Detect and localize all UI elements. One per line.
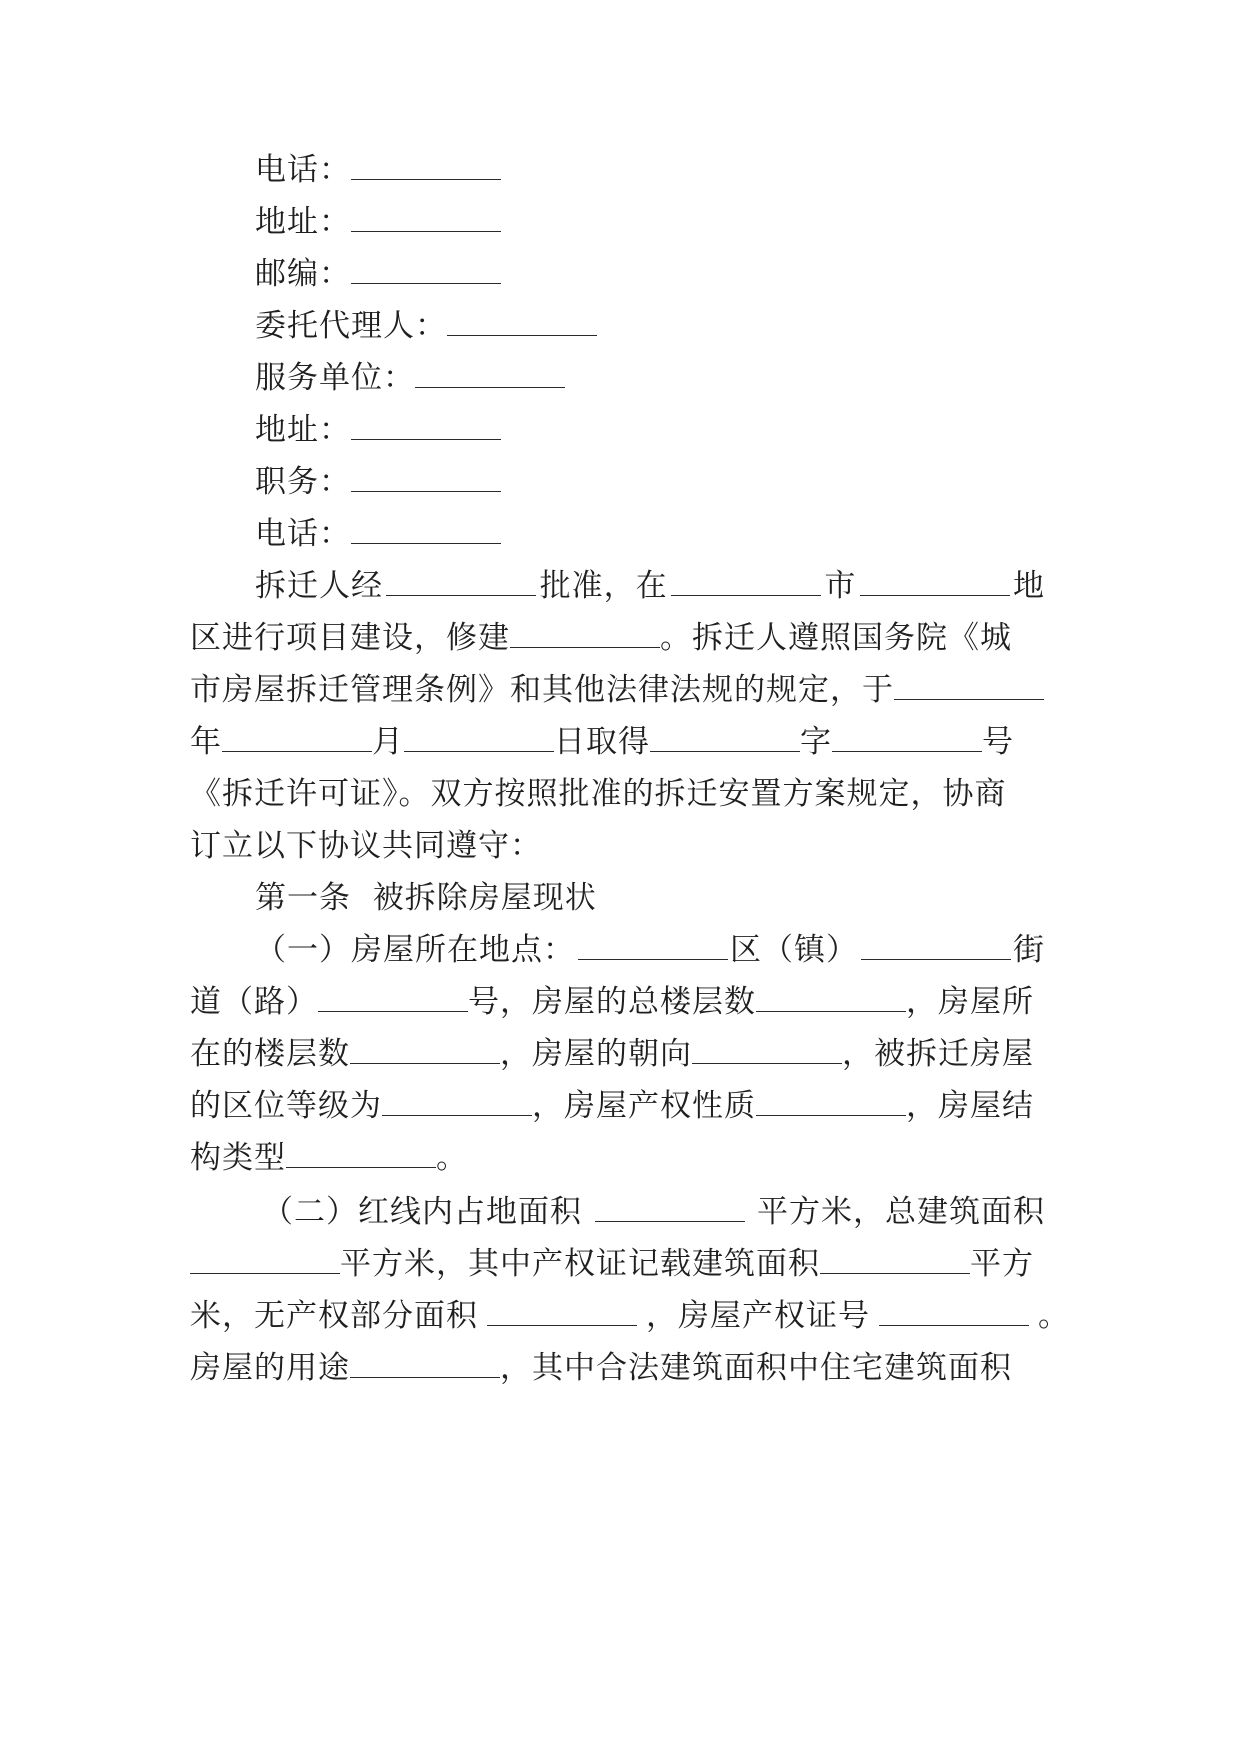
blank-field[interactable] bbox=[351, 519, 501, 544]
text: 日取得 bbox=[554, 724, 650, 760]
text: ，房屋结 bbox=[906, 1088, 1034, 1124]
blank-field[interactable] bbox=[756, 987, 906, 1012]
info-line-position bbox=[255, 462, 501, 502]
info-label: 地址： bbox=[255, 204, 351, 240]
info-label: 电话： bbox=[255, 516, 351, 552]
blank-field[interactable] bbox=[404, 727, 554, 752]
text: 。 bbox=[1038, 1298, 1070, 1334]
blank-field[interactable] bbox=[692, 1039, 842, 1064]
section-2-line-4 bbox=[190, 1348, 1046, 1388]
blank-field[interactable] bbox=[350, 1039, 500, 1064]
text: 号 bbox=[982, 724, 1014, 760]
blank-field[interactable] bbox=[351, 415, 501, 440]
section-1-line-2 bbox=[190, 982, 1046, 1022]
blank-field[interactable] bbox=[415, 363, 565, 388]
text: 。 bbox=[436, 1140, 468, 1176]
text: ，其中合法建筑面积中住宅建筑面积 bbox=[500, 1350, 1012, 1386]
intro-line-3 bbox=[190, 670, 1046, 710]
text: 街 bbox=[1013, 932, 1045, 968]
blank-field[interactable] bbox=[351, 259, 501, 284]
blank-field[interactable] bbox=[386, 571, 536, 596]
blank-field[interactable] bbox=[382, 1091, 532, 1116]
blank-field[interactable] bbox=[832, 727, 982, 752]
info-line-agent bbox=[255, 306, 597, 346]
section-1-line-3 bbox=[190, 1034, 1046, 1074]
text: 区进行项目建设，修建 bbox=[190, 620, 510, 656]
article-1-title: 第一条 被拆除房屋现状 bbox=[255, 880, 597, 916]
intro-line-2 bbox=[190, 618, 1046, 658]
blank-field[interactable] bbox=[487, 1301, 637, 1326]
info-line-employer bbox=[255, 358, 565, 398]
text: 道（路） bbox=[190, 984, 318, 1020]
blank-field[interactable] bbox=[190, 1249, 340, 1274]
section-2-line-2 bbox=[190, 1244, 1046, 1284]
text: 构类型 bbox=[190, 1140, 286, 1176]
text: 平方 bbox=[970, 1246, 1034, 1282]
text: ，房屋所 bbox=[906, 984, 1034, 1020]
text: （二）红线内占地面积 bbox=[262, 1194, 582, 1230]
text: 字 bbox=[800, 724, 832, 760]
text: ，房屋产权性质 bbox=[532, 1088, 756, 1124]
text: 月 bbox=[372, 724, 404, 760]
blank-field[interactable] bbox=[820, 1249, 970, 1274]
text: 。拆迁人遵照国务院《城 bbox=[660, 620, 1012, 656]
info-line-phone-2 bbox=[255, 514, 501, 554]
info-label: 邮编： bbox=[255, 256, 351, 292]
info-line-postcode bbox=[255, 254, 501, 294]
text: （一）房屋所在地点： bbox=[255, 932, 575, 968]
blank-field[interactable] bbox=[510, 623, 660, 648]
section-2-line-1 bbox=[262, 1192, 1045, 1232]
info-label: 委托代理人： bbox=[255, 308, 447, 344]
blank-field[interactable] bbox=[286, 1143, 436, 1168]
text: 在的楼层数 bbox=[190, 1036, 350, 1072]
section-1-line-5 bbox=[190, 1138, 1046, 1178]
blank-field[interactable] bbox=[222, 727, 372, 752]
intro-line-4 bbox=[190, 722, 1046, 762]
text: 平方米，总建筑面积 bbox=[757, 1194, 1045, 1230]
intro-line-5: 《拆迁许可证》。双方按照批准的拆迁安置方案规定，协商 bbox=[190, 776, 1007, 812]
blank-field[interactable] bbox=[578, 935, 728, 960]
text: 批准，在 bbox=[539, 568, 668, 604]
text: 年 bbox=[190, 724, 222, 760]
blank-field[interactable] bbox=[595, 1197, 745, 1222]
blank-field[interactable] bbox=[861, 935, 1011, 960]
text: 市 bbox=[824, 568, 857, 604]
text: 市房屋拆迁管理条例》和其他法律法规的规定，于 bbox=[190, 672, 894, 708]
blank-field[interactable] bbox=[447, 311, 597, 336]
text: 米，无产权部分面积 bbox=[190, 1298, 478, 1334]
blank-field[interactable] bbox=[318, 987, 468, 1012]
blank-field[interactable] bbox=[756, 1091, 906, 1116]
blank-field[interactable] bbox=[650, 727, 800, 752]
intro-line-6: 订立以下协议共同遵守： bbox=[190, 828, 542, 864]
info-line-phone bbox=[255, 150, 501, 190]
blank-field[interactable] bbox=[860, 571, 1010, 596]
text: 平方米，其中产权证记载建筑面积 bbox=[340, 1246, 820, 1282]
info-line-address bbox=[255, 202, 501, 242]
info-label: 服务单位： bbox=[255, 360, 415, 396]
intro-line-1 bbox=[255, 566, 1045, 606]
info-label: 地址： bbox=[255, 412, 351, 448]
info-label: 电话： bbox=[255, 152, 351, 188]
text: 拆迁人经 bbox=[255, 568, 383, 604]
text: 区（镇） bbox=[730, 932, 858, 968]
section-1-line-1 bbox=[255, 930, 1045, 970]
info-line-address-2 bbox=[255, 410, 501, 450]
section-2-line-3 bbox=[190, 1296, 1070, 1336]
blank-field[interactable] bbox=[671, 571, 821, 596]
info-label: 职务： bbox=[255, 464, 351, 500]
text: 号，房屋的总楼层数 bbox=[468, 984, 756, 1020]
text: ，被拆迁房屋 bbox=[842, 1036, 1034, 1072]
text: 房屋的用途 bbox=[190, 1350, 350, 1386]
section-1-line-4 bbox=[190, 1086, 1046, 1126]
text: 的区位等级为 bbox=[190, 1088, 382, 1124]
text: ，房屋产权证号 bbox=[646, 1298, 870, 1334]
blank-field[interactable] bbox=[350, 1353, 500, 1378]
blank-field[interactable] bbox=[351, 467, 501, 492]
text: ，房屋的朝向 bbox=[500, 1036, 692, 1072]
blank-field[interactable] bbox=[894, 675, 1044, 700]
text: 地 bbox=[1012, 568, 1045, 604]
blank-field[interactable] bbox=[351, 155, 501, 180]
blank-field[interactable] bbox=[351, 207, 501, 232]
blank-field[interactable] bbox=[879, 1301, 1029, 1326]
